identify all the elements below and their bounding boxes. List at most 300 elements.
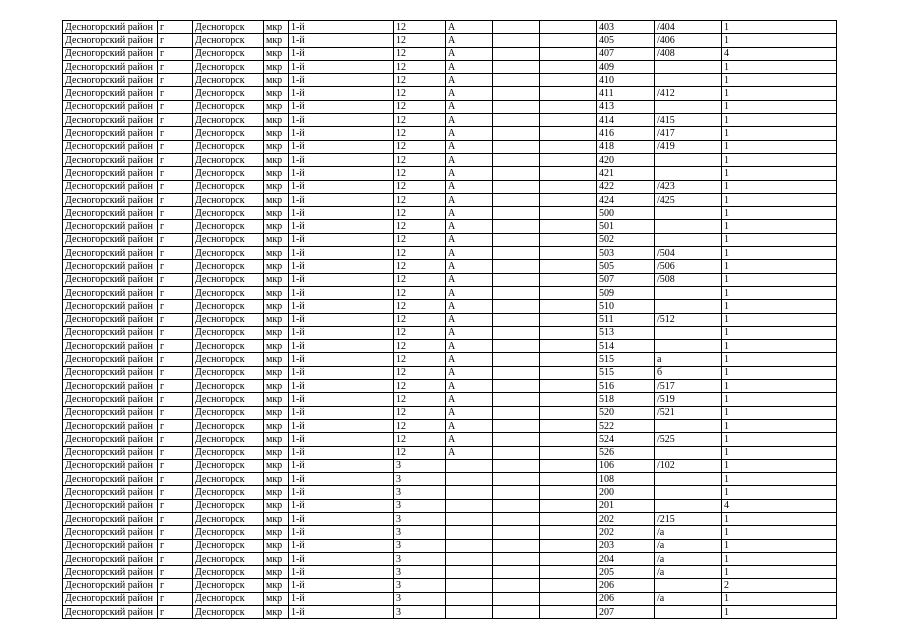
cell-settlement-type: г [158, 260, 193, 273]
cell-microdistrict: 1-й [289, 153, 394, 166]
cell-col-i [540, 140, 597, 153]
cell-settlement-type: г [158, 60, 193, 73]
cell-district: Десногорский район [63, 193, 158, 206]
cell-microdistrict-type: мкр [264, 566, 289, 579]
cell-district: Десногорский район [63, 539, 158, 552]
cell-col-h [493, 167, 540, 180]
cell-apartment-suffix: /512 [655, 313, 722, 326]
cell-apartment-suffix [655, 207, 722, 220]
table-row [63, 286, 837, 299]
cell-microdistrict: 1-й [289, 353, 394, 366]
cell-col-i [540, 153, 597, 166]
cell-microdistrict-type: мкр [264, 233, 289, 246]
cell-apartment: 201 [597, 499, 655, 512]
cell-house: 12 [394, 326, 446, 339]
cell-house: 12 [394, 433, 446, 446]
cell-settlement-type: г [158, 419, 193, 432]
cell-microdistrict-type: мкр [264, 433, 289, 446]
cell-settlement-type: г [158, 100, 193, 113]
cell-col-h [493, 34, 540, 47]
cell-building: А [446, 446, 493, 459]
cell-building: А [446, 353, 493, 366]
table-row [63, 579, 837, 592]
cell-col-i [540, 100, 597, 113]
cell-col-i [540, 406, 597, 419]
table-row [63, 340, 837, 353]
table-row [63, 60, 837, 73]
cell-apartment: 421 [597, 167, 655, 180]
table-row [63, 433, 837, 446]
cell-microdistrict-type: мкр [264, 592, 289, 605]
cell-house: 3 [394, 526, 446, 539]
cell-col-i [540, 539, 597, 552]
cell-apartment-suffix: /521 [655, 406, 722, 419]
cell-microdistrict: 1-й [289, 47, 394, 60]
cell-district: Десногорский район [63, 473, 158, 486]
cell-house: 3 [394, 512, 446, 525]
cell-apartment: 515 [597, 353, 655, 366]
table-row [63, 167, 837, 180]
cell-city: Десногорск [193, 512, 264, 525]
cell-count: 1 [722, 74, 837, 87]
cell-house: 3 [394, 459, 446, 472]
cell-col-h [493, 419, 540, 432]
cell-microdistrict: 1-й [289, 326, 394, 339]
table-row [63, 473, 837, 486]
cell-microdistrict: 1-й [289, 180, 394, 193]
cell-settlement-type: г [158, 606, 193, 619]
cell-house: 12 [394, 273, 446, 286]
cell-apartment: 204 [597, 552, 655, 565]
cell-building: А [446, 87, 493, 100]
cell-microdistrict-type: мкр [264, 499, 289, 512]
cell-col-i [540, 353, 597, 366]
cell-house: 3 [394, 499, 446, 512]
table-row [63, 193, 837, 206]
cell-col-i [540, 21, 597, 34]
cell-count: 1 [722, 153, 837, 166]
cell-col-h [493, 459, 540, 472]
cell-district: Десногорский район [63, 21, 158, 34]
cell-col-h [493, 300, 540, 313]
cell-count: 4 [722, 47, 837, 60]
cell-microdistrict: 1-й [289, 60, 394, 73]
cell-col-i [540, 114, 597, 127]
cell-microdistrict: 1-й [289, 100, 394, 113]
cell-apartment: 409 [597, 60, 655, 73]
cell-count: 1 [722, 393, 837, 406]
cell-house: 12 [394, 260, 446, 273]
cell-district: Десногорский район [63, 34, 158, 47]
table-row [63, 100, 837, 113]
cell-apartment: 500 [597, 207, 655, 220]
cell-microdistrict-type: мкр [264, 114, 289, 127]
cell-col-h [493, 353, 540, 366]
cell-apartment-suffix [655, 220, 722, 233]
cell-building: А [446, 153, 493, 166]
cell-microdistrict-type: мкр [264, 247, 289, 260]
cell-count: 1 [722, 539, 837, 552]
cell-building [446, 606, 493, 619]
cell-building: А [446, 207, 493, 220]
cell-settlement-type: г [158, 180, 193, 193]
cell-col-h [493, 153, 540, 166]
cell-count: 1 [722, 100, 837, 113]
cell-apartment-suffix: /525 [655, 433, 722, 446]
cell-house: 3 [394, 539, 446, 552]
cell-apartment: 422 [597, 180, 655, 193]
cell-apartment-suffix: /517 [655, 380, 722, 393]
cell-settlement-type: г [158, 526, 193, 539]
cell-col-h [493, 499, 540, 512]
cell-count: 1 [722, 433, 837, 446]
cell-col-i [540, 526, 597, 539]
cell-house: 12 [394, 313, 446, 326]
cell-microdistrict: 1-й [289, 380, 394, 393]
cell-col-i [540, 127, 597, 140]
cell-city: Десногорск [193, 260, 264, 273]
cell-district: Десногорский район [63, 526, 158, 539]
cell-col-h [493, 114, 540, 127]
table-row [63, 380, 837, 393]
cell-apartment-suffix: /412 [655, 87, 722, 100]
cell-col-i [540, 220, 597, 233]
cell-settlement-type: г [158, 473, 193, 486]
cell-house: 12 [394, 300, 446, 313]
cell-apartment-suffix: /504 [655, 247, 722, 260]
cell-house: 12 [394, 100, 446, 113]
cell-microdistrict: 1-й [289, 486, 394, 499]
cell-apartment: 509 [597, 286, 655, 299]
cell-microdistrict: 1-й [289, 21, 394, 34]
table-row [63, 526, 837, 539]
cell-col-h [493, 180, 540, 193]
cell-col-i [540, 433, 597, 446]
cell-apartment-suffix: /406 [655, 34, 722, 47]
cell-city: Десногорск [193, 380, 264, 393]
cell-col-i [540, 419, 597, 432]
cell-apartment: 524 [597, 433, 655, 446]
cell-apartment: 520 [597, 406, 655, 419]
cell-microdistrict: 1-й [289, 34, 394, 47]
cell-city: Десногорск [193, 207, 264, 220]
cell-col-i [540, 87, 597, 100]
cell-count: 1 [722, 446, 837, 459]
cell-house: 12 [394, 220, 446, 233]
cell-col-h [493, 592, 540, 605]
cell-house: 3 [394, 606, 446, 619]
cell-district: Десногорский район [63, 180, 158, 193]
cell-microdistrict: 1-й [289, 539, 394, 552]
cell-count: 1 [722, 366, 837, 379]
cell-building: А [446, 273, 493, 286]
cell-col-i [540, 512, 597, 525]
cell-apartment: 206 [597, 592, 655, 605]
cell-count: 1 [722, 233, 837, 246]
cell-apartment-suffix: /215 [655, 512, 722, 525]
cell-microdistrict-type: мкр [264, 393, 289, 406]
cell-apartment-suffix [655, 300, 722, 313]
table-row [63, 127, 837, 140]
cell-house: 12 [394, 366, 446, 379]
cell-apartment: 411 [597, 87, 655, 100]
cell-settlement-type: г [158, 552, 193, 565]
table-row [63, 247, 837, 260]
cell-microdistrict: 1-й [289, 87, 394, 100]
cell-apartment-suffix: /а [655, 526, 722, 539]
cell-col-i [540, 552, 597, 565]
table-row [63, 220, 837, 233]
cell-house: 12 [394, 233, 446, 246]
table-row [63, 273, 837, 286]
cell-apartment: 403 [597, 21, 655, 34]
cell-house: 12 [394, 419, 446, 432]
cell-city: Десногорск [193, 193, 264, 206]
cell-count: 2 [722, 579, 837, 592]
cell-microdistrict-type: мкр [264, 353, 289, 366]
cell-apartment: 202 [597, 526, 655, 539]
cell-apartment: 502 [597, 233, 655, 246]
cell-settlement-type: г [158, 446, 193, 459]
cell-settlement-type: г [158, 539, 193, 552]
cell-building [446, 459, 493, 472]
cell-col-h [493, 366, 540, 379]
cell-district: Десногорский район [63, 47, 158, 60]
cell-city: Десногорск [193, 100, 264, 113]
cell-microdistrict: 1-й [289, 74, 394, 87]
table-row [63, 406, 837, 419]
cell-microdistrict-type: мкр [264, 260, 289, 273]
cell-settlement-type: г [158, 366, 193, 379]
cell-settlement-type: г [158, 433, 193, 446]
cell-apartment: 505 [597, 260, 655, 273]
cell-col-h [493, 446, 540, 459]
cell-col-i [540, 286, 597, 299]
cell-microdistrict: 1-й [289, 419, 394, 432]
cell-apartment-suffix [655, 340, 722, 353]
cell-microdistrict: 1-й [289, 127, 394, 140]
cell-building: А [446, 74, 493, 87]
cell-col-i [540, 273, 597, 286]
cell-city: Десногорск [193, 579, 264, 592]
cell-apartment: 514 [597, 340, 655, 353]
cell-count: 1 [722, 207, 837, 220]
cell-district: Десногорский район [63, 366, 158, 379]
cell-apartment-suffix: /а [655, 592, 722, 605]
cell-city: Десногорск [193, 87, 264, 100]
cell-settlement-type: г [158, 140, 193, 153]
cell-building [446, 566, 493, 579]
cell-settlement-type: г [158, 220, 193, 233]
cell-col-h [493, 260, 540, 273]
cell-apartment: 200 [597, 486, 655, 499]
cell-house: 12 [394, 153, 446, 166]
cell-count: 1 [722, 313, 837, 326]
cell-microdistrict-type: мкр [264, 419, 289, 432]
cell-count: 1 [722, 552, 837, 565]
cell-col-h [493, 579, 540, 592]
cell-count: 1 [722, 127, 837, 140]
cell-district: Десногорский район [63, 499, 158, 512]
cell-apartment: 413 [597, 100, 655, 113]
table-row [63, 592, 837, 605]
cell-microdistrict: 1-й [289, 459, 394, 472]
cell-district: Десногорский район [63, 207, 158, 220]
cell-district: Десногорский район [63, 313, 158, 326]
cell-city: Десногорск [193, 326, 264, 339]
cell-apartment-suffix [655, 473, 722, 486]
cell-apartment-suffix: б [655, 366, 722, 379]
cell-count: 1 [722, 193, 837, 206]
cell-district: Десногорский район [63, 87, 158, 100]
cell-microdistrict-type: мкр [264, 60, 289, 73]
cell-settlement-type: г [158, 499, 193, 512]
cell-col-h [493, 286, 540, 299]
cell-count: 1 [722, 592, 837, 605]
cell-col-h [493, 486, 540, 499]
cell-apartment-suffix: /506 [655, 260, 722, 273]
cell-house: 3 [394, 552, 446, 565]
cell-house: 3 [394, 486, 446, 499]
cell-settlement-type: г [158, 167, 193, 180]
cell-col-i [540, 592, 597, 605]
cell-district: Десногорский район [63, 419, 158, 432]
cell-building [446, 539, 493, 552]
cell-apartment-suffix [655, 100, 722, 113]
cell-apartment: 108 [597, 473, 655, 486]
cell-house: 3 [394, 566, 446, 579]
cell-settlement-type: г [158, 207, 193, 220]
cell-district: Десногорский район [63, 326, 158, 339]
table-row [63, 87, 837, 100]
cell-microdistrict: 1-й [289, 273, 394, 286]
cell-building: А [446, 260, 493, 273]
cell-settlement-type: г [158, 193, 193, 206]
cell-settlement-type: г [158, 579, 193, 592]
cell-district: Десногорский район [63, 380, 158, 393]
cell-district: Десногорский район [63, 552, 158, 565]
cell-col-h [493, 193, 540, 206]
table-row [63, 114, 837, 127]
cell-microdistrict-type: мкр [264, 127, 289, 140]
cell-apartment: 407 [597, 47, 655, 60]
cell-district: Десногорский район [63, 220, 158, 233]
cell-building: А [446, 193, 493, 206]
cell-microdistrict-type: мкр [264, 340, 289, 353]
cell-city: Десногорск [193, 592, 264, 605]
cell-microdistrict-type: мкр [264, 34, 289, 47]
cell-apartment-suffix: /а [655, 552, 722, 565]
cell-apartment: 510 [597, 300, 655, 313]
cell-microdistrict-type: мкр [264, 459, 289, 472]
cell-col-h [493, 207, 540, 220]
cell-microdistrict: 1-й [289, 552, 394, 565]
cell-col-h [493, 87, 540, 100]
cell-col-i [540, 326, 597, 339]
table-row [63, 326, 837, 339]
cell-district: Десногорский район [63, 486, 158, 499]
cell-col-i [540, 233, 597, 246]
cell-house: 12 [394, 207, 446, 220]
cell-col-h [493, 60, 540, 73]
cell-city: Десногорск [193, 127, 264, 140]
cell-building: А [446, 286, 493, 299]
cell-microdistrict-type: мкр [264, 140, 289, 153]
cell-microdistrict-type: мкр [264, 74, 289, 87]
cell-col-i [540, 606, 597, 619]
cell-microdistrict: 1-й [289, 207, 394, 220]
cell-apartment: 501 [597, 220, 655, 233]
cell-col-i [540, 579, 597, 592]
cell-settlement-type: г [158, 34, 193, 47]
cell-building: А [446, 247, 493, 260]
cell-building: А [446, 419, 493, 432]
cell-microdistrict-type: мкр [264, 552, 289, 565]
cell-house: 12 [394, 21, 446, 34]
cell-city: Десногорск [193, 273, 264, 286]
cell-district: Десногорский район [63, 114, 158, 127]
cell-building [446, 512, 493, 525]
cell-col-i [540, 60, 597, 73]
cell-col-h [493, 406, 540, 419]
cell-city: Десногорск [193, 340, 264, 353]
cell-district: Десногорский район [63, 167, 158, 180]
cell-city: Десногорск [193, 114, 264, 127]
cell-house: 12 [394, 380, 446, 393]
cell-district: Десногорский район [63, 260, 158, 273]
cell-microdistrict-type: мкр [264, 207, 289, 220]
cell-house: 12 [394, 127, 446, 140]
cell-district: Десногорский район [63, 153, 158, 166]
table-row [63, 539, 837, 552]
cell-house: 12 [394, 340, 446, 353]
cell-settlement-type: г [158, 87, 193, 100]
cell-microdistrict: 1-й [289, 512, 394, 525]
cell-col-i [540, 260, 597, 273]
cell-microdistrict: 1-й [289, 366, 394, 379]
cell-count: 1 [722, 180, 837, 193]
cell-apartment: 420 [597, 153, 655, 166]
cell-microdistrict-type: мкр [264, 286, 289, 299]
cell-settlement-type: г [158, 286, 193, 299]
cell-district: Десногорский район [63, 100, 158, 113]
cell-apartment-suffix [655, 486, 722, 499]
cell-district: Десногорский район [63, 566, 158, 579]
cell-count: 1 [722, 60, 837, 73]
cell-city: Десногорск [193, 539, 264, 552]
cell-col-i [540, 366, 597, 379]
cell-apartment-suffix [655, 153, 722, 166]
cell-city: Десногорск [193, 180, 264, 193]
cell-count: 1 [722, 486, 837, 499]
cell-col-i [540, 566, 597, 579]
cell-settlement-type: г [158, 313, 193, 326]
cell-col-h [493, 313, 540, 326]
cell-col-h [493, 340, 540, 353]
cell-count: 1 [722, 326, 837, 339]
table-row [63, 207, 837, 220]
cell-apartment-suffix: а [655, 353, 722, 366]
cell-col-h [493, 233, 540, 246]
cell-col-i [540, 499, 597, 512]
cell-house: 12 [394, 47, 446, 60]
cell-microdistrict: 1-й [289, 140, 394, 153]
cell-apartment-suffix [655, 286, 722, 299]
cell-city: Десногорск [193, 606, 264, 619]
table-row [63, 419, 837, 432]
cell-building: А [446, 167, 493, 180]
cell-building: А [446, 300, 493, 313]
